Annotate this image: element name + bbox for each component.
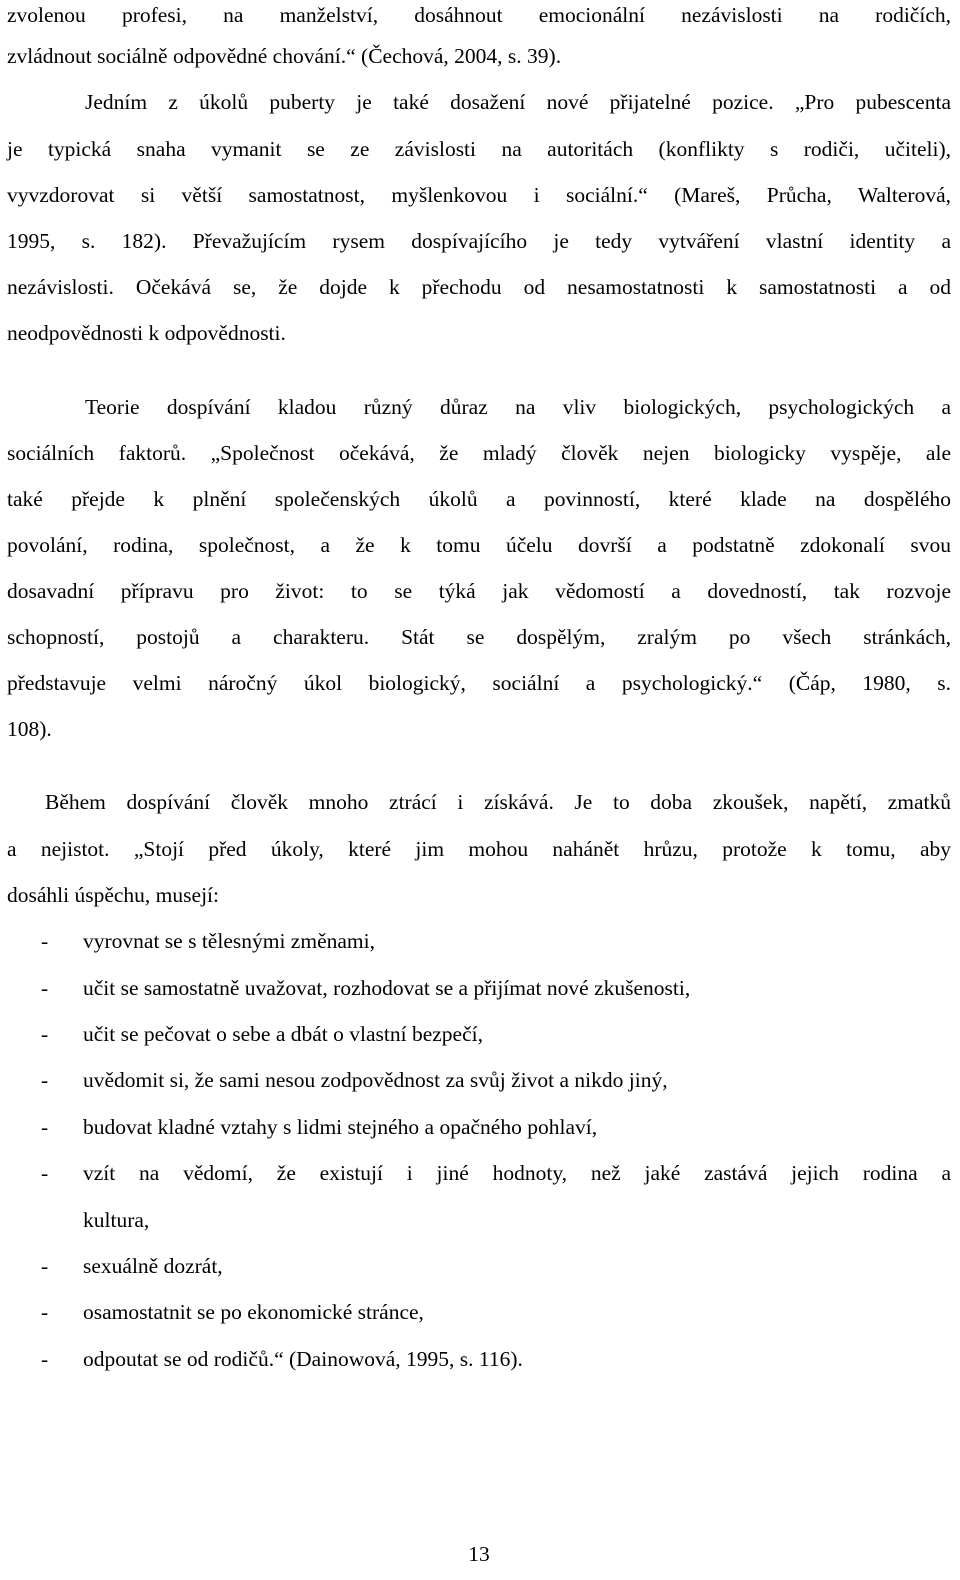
list-item-text: sexuálně dozrát,: [83, 1254, 223, 1278]
paragraph-line: 108).: [7, 717, 52, 741]
paragraph-line: je typická snaha vymanit se ze závislosti na autoritách (konflikty s rodiči, učiteli),: [7, 137, 951, 161]
paragraph-line: schopností, postojů a charakteru. Stát se dospělým, zralým po všech stránkách,: [7, 625, 951, 649]
paragraph-line: sociálních faktorů. „Společnost očekává, že mladý člověk nejen biologicky vyspěje, ale: [7, 441, 951, 465]
list-item-text: uvědomit si, že sami nesou zodpovědnost za svůj život a nikdo jiný,: [83, 1068, 668, 1092]
list-item-text: učit se pečovat o sebe a dbát o vlastní bezpečí,: [83, 1022, 483, 1046]
paragraph-line: zvolenou profesi, na manželství, dosáhnout emocionální nezávislosti na rodičích,: [7, 3, 951, 27]
list-item-text: odpoutat se od rodičů.“ (Dainowová, 1995, s. 116).: [83, 1347, 523, 1371]
list-dash: -: [41, 1068, 49, 1092]
paragraph-line: neodpovědnosti k odpovědnosti.: [7, 321, 286, 345]
paragraph-line: povolání, rodina, společnost, a že k tomu účelu dovrší a podstatně zdokonalí svou: [7, 533, 951, 557]
list-item-text: vzít na vědomí, že existují i jiné hodnoty, než jaké zastává jejich rodina a: [83, 1161, 951, 1185]
list-dash: -: [41, 1347, 49, 1371]
paragraph-line: také přejde k plnění společenských úkolů a povinností, které klade na dospělého: [7, 487, 951, 511]
paragraph-line: zvládnout sociálně odpovědné chování.“ (Čechová, 2004, s. 39).: [7, 44, 562, 68]
paragraph-line: dosavadní přípravu pro život: to se týká jak vědomostí a dovedností, tak rozvoje: [7, 579, 951, 603]
paragraph-line: 1995, s. 182). Převažujícím rysem dospívajícího je tedy vytváření vlastní identity a: [7, 229, 951, 253]
list-item-text: budovat kladné vztahy s lidmi stejného a opačného pohlaví,: [83, 1115, 598, 1139]
list-dash: -: [41, 976, 49, 1000]
list-item-text: osamostatnit se po ekonomické stránce,: [83, 1300, 424, 1324]
paragraph-line: Během dospívání člověk mnoho ztrácí i získává. Je to doba zkoušek, napětí, zmatků: [45, 790, 951, 814]
list-item-text: vyrovnat se s tělesnými změnami,: [83, 929, 375, 953]
list-item-text-continuation: kultura,: [83, 1208, 150, 1232]
list-item-text: učit se samostatně uvažovat, rozhodovat se a přijímat nové zkušenosti,: [83, 976, 691, 1000]
list-dash: -: [41, 1115, 49, 1139]
document-page: [7, 0, 951, 1580]
list-dash: -: [41, 1161, 49, 1185]
paragraph-line: Teorie dospívání kladou různý důraz na vliv biologických, psychologických a: [85, 395, 951, 419]
paragraph-line: vyvzdorovat si větší samostatnost, myšlenkovou i sociální.“ (Mareš, Průcha, Walterová,: [7, 183, 951, 207]
paragraph-line: Jedním z úkolů puberty je také dosažení nové přijatelné pozice. „Pro pubescenta: [85, 90, 951, 114]
list-dash: -: [41, 1022, 49, 1046]
paragraph-line: dosáhli úspěchu, musejí:: [7, 883, 219, 907]
paragraph-line: nezávislosti. Očekává se, že dojde k přechodu od nesamostatnosti k samostatnosti a od: [7, 275, 951, 299]
page-number: 13: [468, 1542, 490, 1566]
paragraph-line: představuje velmi náročný úkol biologický, sociální a psychologický.“ (Čáp, 1980, s.: [7, 671, 951, 695]
list-dash: -: [41, 1300, 49, 1324]
list-dash: -: [41, 929, 49, 953]
paragraph-line: a nejistot. „Stojí před úkoly, které jim mohou nahánět hrůzu, protože k tomu, aby: [7, 837, 951, 861]
list-dash: -: [41, 1254, 49, 1278]
